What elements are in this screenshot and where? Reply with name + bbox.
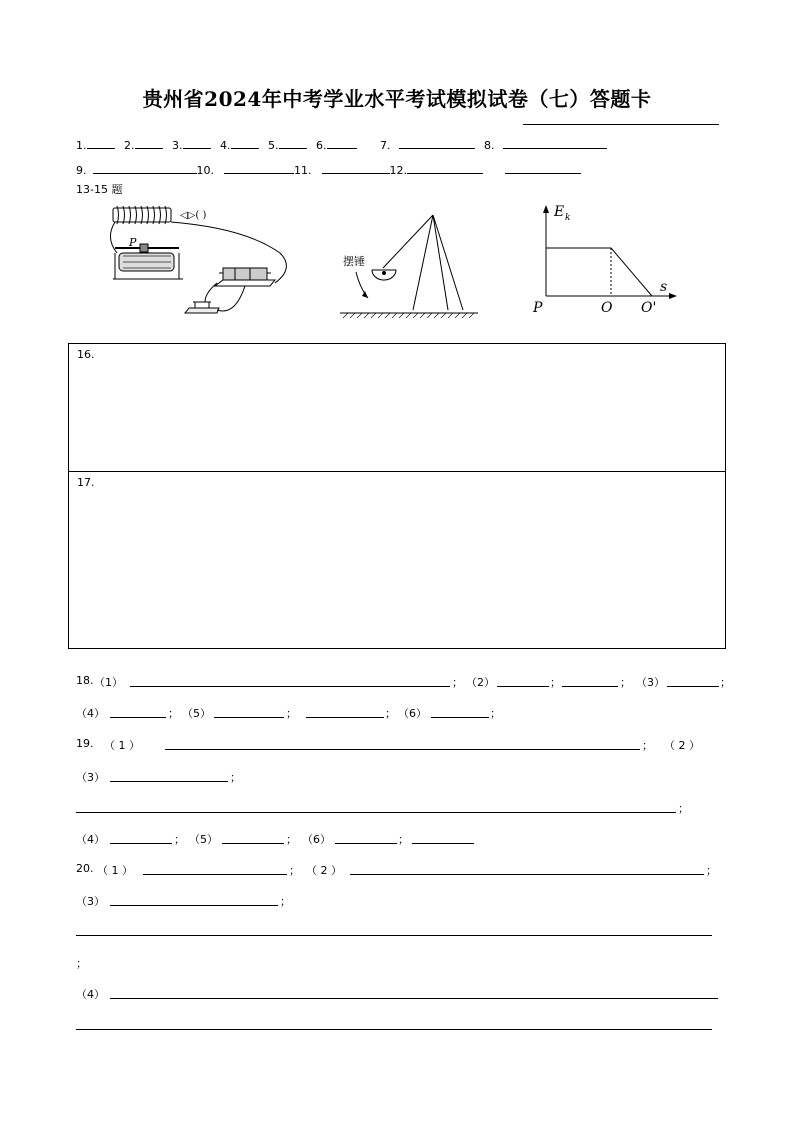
q16-label: 16. <box>77 348 95 361</box>
battery-icon <box>215 268 275 286</box>
fill-row-2 <box>76 162 581 177</box>
q7-label: 7. <box>380 139 391 152</box>
q20-part4-label: （4） <box>76 988 105 1001</box>
figure-ek-graph <box>527 198 687 323</box>
q19-part6-blank-b[interactable] <box>412 843 474 844</box>
rheostat-p-label: P <box>129 236 137 249</box>
page-title: 贵州省2024年中考学业水平考试模拟试卷（七）答题卡 <box>142 87 652 111</box>
q19-part4-label: （4） <box>76 833 105 846</box>
q12-label: 12. <box>389 164 407 177</box>
q20-part4-answer-line[interactable] <box>76 1029 712 1030</box>
q3-label: 3. <box>172 139 183 152</box>
q18-part3-label: （3） <box>636 676 665 689</box>
q20-label: 20. <box>76 862 94 875</box>
q18-sep-8: ； <box>490 707 501 720</box>
point-o: O <box>601 300 613 316</box>
q4-blank[interactable] <box>231 137 259 149</box>
x-axis-arrow-icon <box>669 293 677 299</box>
q19-part5-label: （5） <box>189 833 218 846</box>
q4-label: 4. <box>220 139 231 152</box>
q2-blank[interactable] <box>135 137 163 149</box>
q18-part5-blank-b[interactable] <box>306 717 384 718</box>
q18-sep-2: ； <box>550 676 561 689</box>
q20-part4-blank[interactable] <box>110 998 718 999</box>
q10-blank[interactable] <box>224 162 294 174</box>
q18-sep-7: ； <box>385 707 396 720</box>
pendulum-frame-icon <box>372 215 463 310</box>
q18-sep-4: ； <box>720 676 731 689</box>
q20-part3-label: （3） <box>76 895 105 908</box>
arrow-head-icon <box>362 291 368 298</box>
rheostat-icon <box>113 244 183 279</box>
q18-sep-6: ； <box>286 707 297 720</box>
q5-blank[interactable] <box>279 137 307 149</box>
q19-part2-label: （ 2 ） <box>664 739 700 752</box>
section-13-15-label: 13-15 题 <box>76 183 123 196</box>
q17-label: 17. <box>77 476 95 489</box>
q18-part6-label: （6） <box>398 707 427 720</box>
q19-part1-label: （ 1 ） <box>104 739 140 752</box>
q18-part6-blank[interactable] <box>431 717 489 718</box>
q12-blank-b[interactable] <box>505 162 581 174</box>
q19-part3-blank[interactable] <box>110 781 228 782</box>
q1-label: 1. <box>76 139 87 152</box>
q18-part2-blank-a[interactable] <box>497 686 549 687</box>
q18-part2-label: （2） <box>466 676 495 689</box>
q18-label: 18. <box>76 674 94 687</box>
q9-blank[interactable] <box>93 162 197 174</box>
coil-icon <box>113 206 171 224</box>
ek-curve <box>546 248 652 296</box>
q19-sep-5: ； <box>286 833 297 846</box>
q19-part6-blank-a[interactable] <box>335 843 397 844</box>
x-label: s <box>660 279 668 295</box>
q20-part3-blank[interactable] <box>110 905 278 906</box>
q20-part1-blank[interactable] <box>143 874 287 875</box>
q19-part4-blank[interactable] <box>110 843 172 844</box>
q6-label: 6. <box>316 139 327 152</box>
point-p: P <box>533 300 543 316</box>
q8-label: 8. <box>484 139 495 152</box>
q12-blank-a[interactable] <box>407 162 483 174</box>
q20-part3-answer-line[interactable] <box>76 935 712 936</box>
q20-sep-1: ； <box>289 864 300 877</box>
answer-box-17[interactable] <box>68 471 726 649</box>
q19-sep-1: ； <box>642 739 653 752</box>
q18-sep-5: ； <box>168 707 179 720</box>
q19-part2-answer-line[interactable] <box>76 812 676 813</box>
ground-hatch <box>343 313 474 318</box>
y-axis-arrow-icon <box>543 205 549 213</box>
q18-part4-label: （4） <box>76 707 105 720</box>
q18-part5-blank-a[interactable] <box>214 717 284 718</box>
q20-sep-4: ； <box>76 957 87 970</box>
q19-sep-3: ； <box>678 802 689 815</box>
point-o-prime: O' <box>641 300 657 316</box>
choice-row-1 <box>76 137 607 152</box>
q19-part6-label: （6） <box>302 833 331 846</box>
diode-label: ◁▷( ) <box>180 210 207 221</box>
q8-blank[interactable] <box>503 137 607 149</box>
q7-blank[interactable] <box>399 137 475 149</box>
q20-part2-label: （ 2 ） <box>306 864 342 877</box>
q18-sep-3: ； <box>620 676 631 689</box>
q18-part4-blank[interactable] <box>110 717 166 718</box>
q19-sep-2: ； <box>230 771 241 784</box>
q9-label: 9. <box>76 164 87 177</box>
q3-blank[interactable] <box>183 137 211 149</box>
q19-part5-blank[interactable] <box>222 843 284 844</box>
q6-blank[interactable] <box>327 137 357 149</box>
q18-part3-blank[interactable] <box>667 686 719 687</box>
y-label: E <box>554 204 565 220</box>
q11-blank[interactable] <box>322 162 390 174</box>
q18-part1-blank[interactable] <box>130 686 450 687</box>
y-label-sub: k <box>565 213 571 223</box>
figure-circuit <box>105 198 305 323</box>
q1-blank[interactable] <box>87 137 115 149</box>
q20-part2-blank[interactable] <box>350 874 704 875</box>
q18-sep-1: ； <box>452 676 463 689</box>
pendulum-label: 摆锤 <box>343 255 365 268</box>
q19-label: 19. <box>76 737 94 750</box>
switch-icon <box>185 302 219 313</box>
q11-label: 11. <box>294 164 312 177</box>
q19-part1-blank[interactable] <box>165 749 640 750</box>
q19-sep-6: ； <box>398 833 409 846</box>
q20-sep-2: ； <box>706 864 717 877</box>
q20-sep-3: ； <box>280 895 291 908</box>
q18-part2-blank-b[interactable] <box>562 686 618 687</box>
figure-pendulum <box>338 210 483 320</box>
q10-label: 10. <box>196 164 214 177</box>
q18-part1-label: （1） <box>94 676 123 689</box>
answer-box-16[interactable] <box>68 343 726 472</box>
title-underline <box>523 124 719 125</box>
q20-part1-label: （ 1 ） <box>97 864 133 877</box>
q5-label: 5. <box>268 139 279 152</box>
q19-sep-4: ； <box>174 833 185 846</box>
q19-part3-label: （3） <box>76 771 105 784</box>
q2-label: 2. <box>124 139 135 152</box>
q18-part5-label: （5） <box>182 707 211 720</box>
